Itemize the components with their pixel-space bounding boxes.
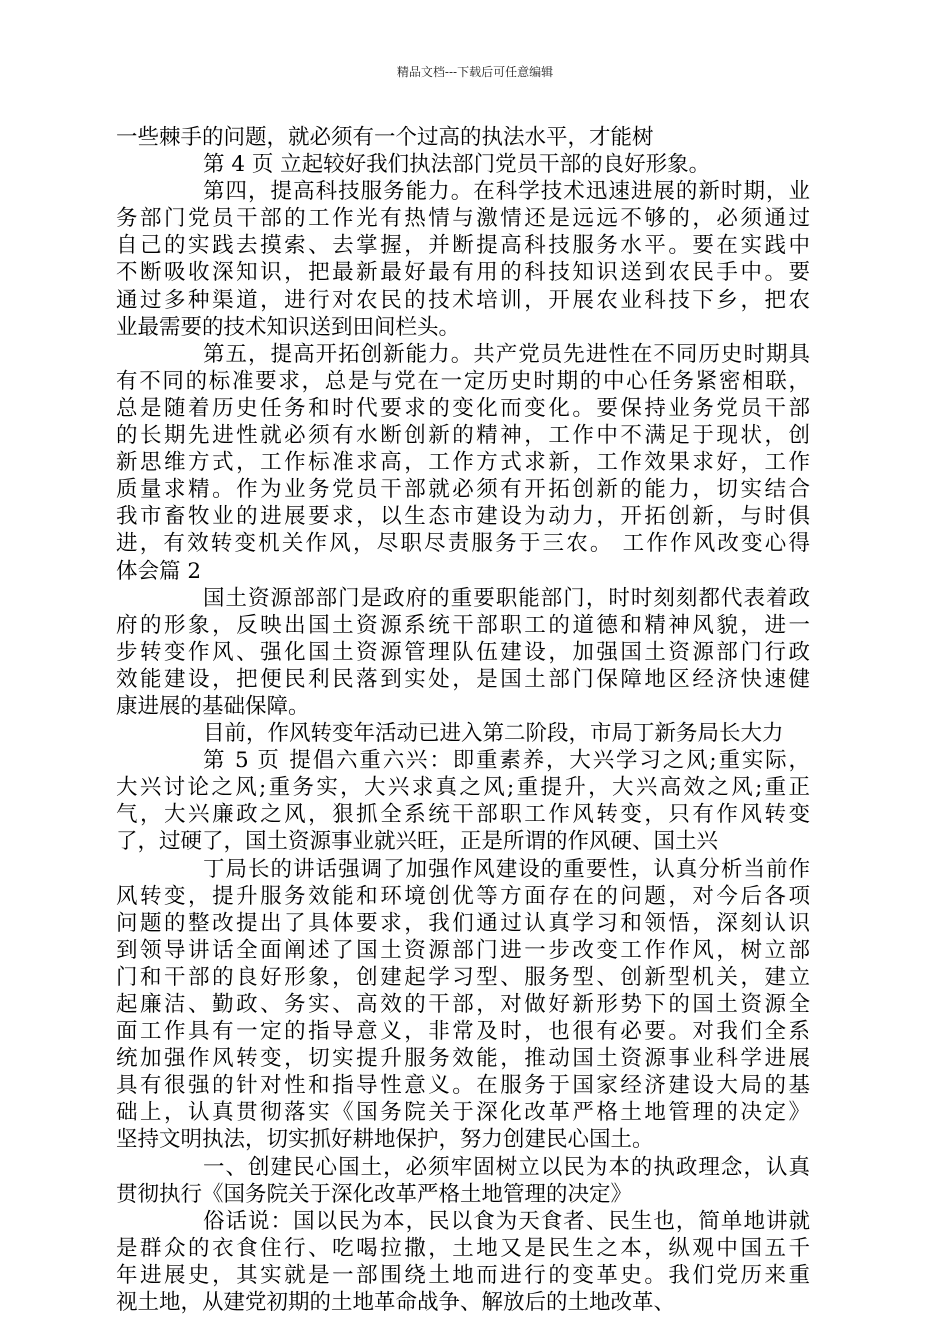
text-line: 问题的整改提出了具体要求，我们通过认真学习和领悟，深刻认识 bbox=[116, 910, 810, 936]
text-line: 到领导讲话全面阐述了国土资源部门进一步改变工作作风，树立部 bbox=[116, 937, 810, 963]
page-header: 精品文档---下载后可任意编辑 bbox=[396, 65, 554, 79]
text-line: 丁局长的讲话强调了加强作风建设的重要性，认真分析当前作 bbox=[203, 856, 810, 882]
text-line: 一、创建民心国土，必须牢固树立以民为本的执政理念，认真 bbox=[203, 1154, 810, 1180]
text-line: 步转变作风、强化国土资源管理队伍建设，加强国土资源部门行政 bbox=[116, 639, 810, 665]
text-line: 体会篇 2 bbox=[116, 558, 202, 584]
text-line: 门和干部的良好形象，创建起学习型、服务型、创新型机关，建立 bbox=[116, 964, 810, 990]
text-line: 一些棘手的问题，就必须有一个过高的执法水平，才能树 bbox=[116, 125, 654, 150]
text-line: 第 5 页 提倡六重六兴：即重素养，大兴学习之风;重实际， bbox=[203, 748, 810, 774]
text-line: 效能建设，把便民利民落到实处，是国土部门保障地区经济快速健 bbox=[116, 666, 810, 692]
text-line: 国土资源部部门是政府的重要职能部门，时时刻刻都代表着政 bbox=[203, 585, 810, 611]
text-line: 础上，认真贯彻落实《国务院关于深化改革严格土地管理的决定》 bbox=[116, 1100, 810, 1126]
text-line: 新思维方式，工作标准求高，工作方式求新，工作效果求好，工作 bbox=[116, 450, 810, 476]
text-line: 第五，提高开拓创新能力。共产党员先进性在不同历史时期具 bbox=[203, 341, 810, 367]
text-line: 业最需要的技术知识送到田间栏头。 bbox=[116, 314, 461, 340]
text-line: 大兴讨论之风;重务实，大兴求真之风;重提升，大兴高效之风;重正 bbox=[116, 775, 810, 801]
text-line: 了，过硬了，国土资源事业就兴旺，正是所谓的作风硬、国土兴 bbox=[116, 829, 719, 855]
text-line: 自己的实践去摸索、去掌握，并断提高科技服务水平。要在实践中 bbox=[116, 233, 810, 259]
text-line: 进，有效转变机关作风，尽职尽责服务于三农。 工作作风改变心得 bbox=[116, 531, 810, 557]
text-line: 质量求精。作为业务党员干部就必须有开拓创新的能力，切实结合 bbox=[116, 477, 810, 503]
text-line: 是群众的衣食住行、吃喝拉撒，土地又是民生之本，纵观中国五千 bbox=[116, 1235, 810, 1261]
text-line: 俗话说：国以民为本，民以食为天食者、民生也，简单地讲就 bbox=[203, 1208, 810, 1234]
text-line: 风转变，提升服务效能和环境创优等方面存在的问题，对今后各项 bbox=[116, 883, 810, 909]
text-line: 统加强作风转变，切实提升服务效能，推动国土资源事业科学进展 bbox=[116, 1046, 810, 1072]
document-body bbox=[116, 124, 810, 1316]
text-line: 视土地，从建党初期的土地革命战争、解放后的土地改革、 bbox=[116, 1290, 676, 1316]
text-line: 有不同的标准要求，总是与党在一定历史时期的中心任务紧密相联， bbox=[116, 368, 810, 394]
text-line: 第四，提高科技服务能力。在科学技术迅速进展的新时期，业 bbox=[203, 179, 810, 205]
text-line: 康进展的基础保障。 bbox=[116, 693, 310, 719]
text-line: 目前，作风转变年活动已进入第二阶段，市局丁新务局长大力 bbox=[203, 721, 784, 747]
text-line: 坚持文明执法，切实抓好耕地保护，努力创建民心国土。 bbox=[116, 1127, 654, 1153]
text-line: 贯彻执行《国务院关于深化改革严格土地管理的决定》 bbox=[116, 1181, 633, 1207]
text-line: 气，大兴廉政之风，狠抓全系统干部职工作风转变，只有作风转变 bbox=[116, 802, 810, 828]
text-line: 具有很强的针对性和指导性意义。在服务于国家经济建设大局的基 bbox=[116, 1073, 810, 1099]
text-line: 年进展史，其实就是一部围绕土地而进行的变革史。我们党历来重 bbox=[116, 1262, 810, 1288]
text-line: 起廉洁、勤政、务实、高效的干部，对做好新形势下的国土资源全 bbox=[116, 992, 810, 1017]
text-line: 我市畜牧业的进展要求，以生态市建设为动力，开拓创新，与时俱 bbox=[116, 504, 810, 530]
text-line: 总是随着历史任务和时代要求的变化而变化。要保持业务党员干部 bbox=[116, 395, 810, 421]
text-line: 不断吸收深知识，把最新最好最有用的科技知识送到农民手中。要 bbox=[116, 260, 810, 286]
text-line: 府的形象，反映出国土资源系统干部职工的道德和精神风貌，进一 bbox=[116, 612, 810, 638]
text-line: 面工作具有一定的指导意义，非常及时，也很有必要。对我们全系 bbox=[116, 1019, 810, 1045]
text-line: 通过多种渠道，进行对农民的技术培训，开展农业科技下乡，把农 bbox=[116, 287, 810, 313]
text-line: 第 4 页 立起较好我们执法部门党员干部的良好形象。 bbox=[203, 152, 711, 178]
text-line: 务部门党员干部的工作光有热情与激情还是远远不够的，必须通过 bbox=[116, 206, 810, 232]
text-line: 的长期先进性就必须有水断创新的精神，工作中不满足于现状，创 bbox=[116, 423, 810, 449]
